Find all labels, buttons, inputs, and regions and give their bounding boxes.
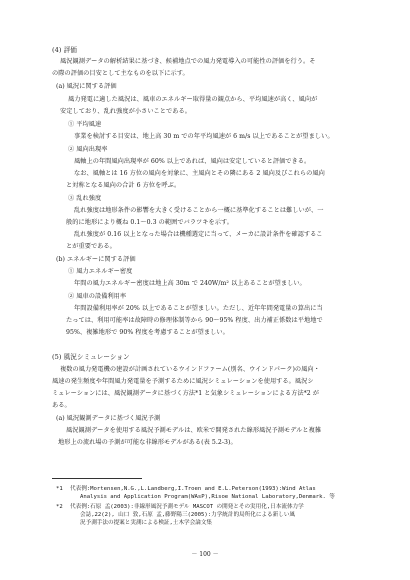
item-turbulence-heading: ③ 乱れ強度 [68,195,102,202]
item-turbulence-line-1: 乱れ強度は地形条件の影響を大きく受けることから一概に基準化することは難しいが、一 [74,207,324,214]
item-turbulence-line-4: とが重要である。 [66,243,116,250]
footnote-2-line-2: 会誌,22(2), 山口 敦,石原 孟,藤野陽三(2005):力学統計的局所化による新しい風 [80,512,296,518]
footnote-2-mark: *2 [56,504,63,510]
footnote-1-line-1: 代表例:Mortensen,N.G.,L.Landberg,I.Troen and E.L.Peterson(1993):Wind Atlas [70,486,316,492]
section-5-intro-line-1: 複数の風力発電機の建設が計画されているウインドファーム(別名、ウインドパーク)の風向・ [60,366,320,373]
section-4-heading: (4) 評価 [52,46,77,54]
footnote-1-line-2: Analysis and Application Program(WAsP),Risoe National Laboratory,Denmark. 等 [80,494,335,500]
item-wind-direction-heading: ② 風向出現率 [68,146,108,153]
section-5-intro-line-2: 風速の発生頻度や年間風力発電量を予測するために風況シミュレーションを使用する。風況シ [52,378,314,385]
footnote-2-line-3: 況予測手法の提案と実測による検証,土木学会論文集 [80,520,213,526]
item-average-wind-speed-body: 事業を検討する目安は、地上高 30 m での年平均風速が 6 m/s 以上であることが望ましい。 [74,133,334,140]
page-number: － 100 － [191,551,219,558]
footnote-1-mark: *1 [56,486,63,492]
item-capacity-factor-heading: ② 風車の設備利用率 [68,293,127,300]
item-turbulence-line-2: 般的に地形により概ね 0.1～0.3 の範囲でバラツキを示す。 [66,219,233,226]
section-4-intro-line-1: 風況観測データの解析結果に基づき、候補地点での風力発電導入の可能性の評価を行う。そ [60,58,316,65]
section-4-intro-line-2: の際の評価の目安として主なものを以下に示す。 [52,70,189,77]
item-wind-direction-line-3: と対称となる風向の合計 6 方位を呼ぶ。 [66,182,181,189]
footnote-divider [52,478,142,479]
item-energy-density-body: 年間の風力エネルギー密度は地上高 30m で 240W/m² 以上あることが望ましい。 [74,280,306,287]
subsection-a-heading: (a) 風況に関する評価 [56,83,117,90]
item-capacity-factor-line-3: 95%、複雑地形で 90% 程度を考慮することが望ましい。 [66,329,229,336]
item-turbulence-line-3: 乱れ強度が 0.16 以上となった場合は機種選定に当って、メーカに設計条件を確認するこ [74,231,323,238]
subsection-a-intro-line-1: 風力発電に適した風況は、風車のエネルギー取得量の観点から、平均風速が高く、風向が [68,96,318,103]
item-average-wind-speed-heading: ① 平均風速 [68,121,102,128]
section-5-heading: (5) 風況シミュレーション [52,353,130,361]
item-wind-direction-line-2: なお、風軸とは 16 方位の風向を対象に、主風向とその隣にある 2 風向及びこれらの風向 [74,170,325,177]
item-wind-direction-line-1: 風軸上の年間風向出現率が 60% 以上であれば、風向は安定していると評価できる。 [74,158,311,165]
item-capacity-factor-line-1: 年間設備利用率が 20% 以上であることが望ましい。ただし、近年年間発電量の算出に当 [74,305,323,312]
section-5-intro-line-3: ミュレーションには、風況観測データに基づく方法*1 と気象シミュレーションによる方法*2 が [52,390,320,397]
section-5-subsection-a-line-2: 地形上の流れ場の予測が可能な非線形モデルがある(表 5.2-3)。 [58,439,237,446]
subsection-b-heading: (b) エネルギーに関する評価 [56,256,136,263]
item-capacity-factor-line-2: たっては、利用可能率は故障時の修理体制等から 90～95% 程度、出力補正係数は平地地で [66,317,323,324]
section-5-subsection-a-heading: (a) 風況観測データに基づく風況予測 [56,415,161,422]
footnote-2-line-1: 代表例:石原 孟(2003):非線形風況予測モデル MASCOT の開発とその実用化,日本流体力学 [70,504,304,510]
subsection-a-intro-line-2: 安定しており、乱れ強度が小さいことである。 [60,108,191,115]
section-5-intro-line-4: ある。 [52,402,71,409]
item-energy-density-heading: ① 風力エネルギー密度 [68,268,133,275]
section-5-subsection-a-line-1: 風況観測データを使用する風況予測モデルは、欧米で開発された線形風況予測モデルと複雑 [66,427,322,434]
